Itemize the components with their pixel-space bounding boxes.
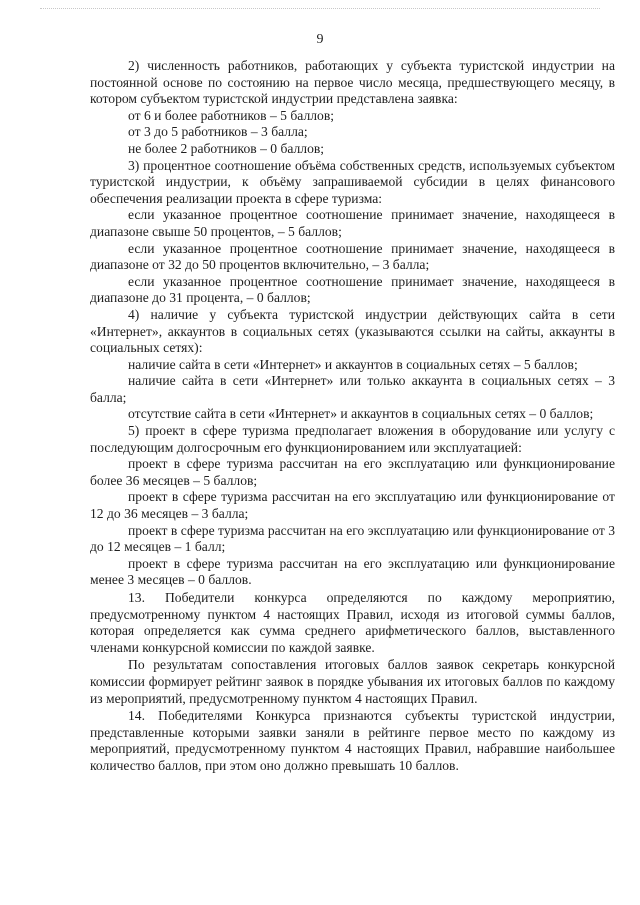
paragraph-4-option-2: наличие сайта в сети «Интернет» или только аккаунта в социальных сетях – 3 балла; — [90, 373, 615, 405]
paragraph-5-option-1: проект в сфере туризма рассчитан на его эксплуатацию или функционирование более 36 месяцев – 5 баллов; — [90, 456, 615, 488]
paragraph-criterion-4: 4) наличие у субъекта туристской индустрии действующих сайта в сети «Интернет», аккаунтов в социальных сетях (указываются ссылки на сайты, аккаунты в социальных сетях): — [90, 306, 615, 356]
paragraph-3-option-1: если указанное процентное соотношение принимает значение, находящееся в диапазоне свыше 50 процентов, – 5 баллов; — [90, 207, 615, 239]
document-body — [90, 58, 615, 775]
paragraph-2-option-1: от 6 и более работников – 5 баллов; — [128, 107, 335, 123]
paragraph-4-option-1: наличие сайта в сети «Интернет» и аккаунтов в социальных сетях – 5 баллов; — [128, 356, 578, 372]
paragraph-4-option-3: отсутствие сайта в сети «Интернет» и аккаунтов в социальных сетях – 0 баллов; — [128, 406, 594, 422]
paragraph-clause-14: 14. Победителями Конкурса признаются субъекты туристской индустрии, представленные которыми заявки заняли в рейтинге первое место по каждому из мероприятий, предусмотренному пунктом 4 настоящих Правил, набравшие наибольшее количество баллов, при этом оно должно превышать 10 баллов. — [90, 708, 615, 773]
paragraph-5-option-4: проект в сфере туризма рассчитан на его эксплуатацию или функционирование менее 3 месяцев – 0 баллов. — [90, 555, 615, 588]
paragraph-criterion-5: 5) проект в сфере туризма предполагает вложения в оборудование или услугу с последующим долгосрочным его функционированием или эксплуатацией: — [90, 423, 615, 455]
paragraph-criterion-3: 3) процентное соотношение объёма собственных средств, используемых субъектом туристской индустрии, к объёму запрашиваемой субсидии в целях финансового обеспечения реализации проекта в сфере туризма: — [90, 157, 615, 206]
paragraph-5-option-2: проект в сфере туризма рассчитан на его эксплуатацию или функционирование от 12 до 36 месяцев – 3 балла; — [90, 489, 615, 522]
paragraph-3-option-3: если указанное процентное соотношение принимает значение, находящееся в диапазоне до 31 процента, – 0 баллов; — [90, 273, 615, 306]
paragraph-clause-13: 13. Победители конкурса определяются по каждому мероприятию, предусмотренному пунктом 4 настоящих Правил, исходя из итоговой суммы баллов, которая определяется как сумма среднего арифметического баллов, выставленного членами конкурсной комиссии по каждой заявке. — [90, 590, 615, 655]
paragraph-5-option-3: проект в сфере туризма рассчитан на его эксплуатацию или функционирование от 3 до 12 месяцев – 1 балл; — [90, 522, 615, 555]
paragraph-2-option-2: от 3 до 5 работников – 3 балла; — [128, 124, 308, 140]
scan-edge-mark — [40, 8, 600, 10]
paragraph-3-option-2: если указанное процентное соотношение принимает значение, находящееся в диапазоне от 32 до 50 процентов включительно, – 3 балла; — [90, 240, 615, 273]
paragraph-2-option-3: не более 2 работников – 0 баллов; — [128, 140, 325, 156]
page-number: 9 — [316, 32, 324, 47]
paragraph-criterion-2: 2) численность работников, работающих у субъекта туристской индустрии на постоянной основе по состоянию на первое число месяца, предшествующего месяцу, в котором субъектом туристской индустрии представлена заявка: — [90, 58, 615, 107]
paragraph-ranking: По результатам сопоставления итоговых баллов заявок секретарь конкурсной комиссии формирует рейтинг заявок в порядке убывания их итоговых баллов по каждому из мероприятий, предусмотренному пунктом 4 настоящих Правил. — [90, 657, 615, 706]
